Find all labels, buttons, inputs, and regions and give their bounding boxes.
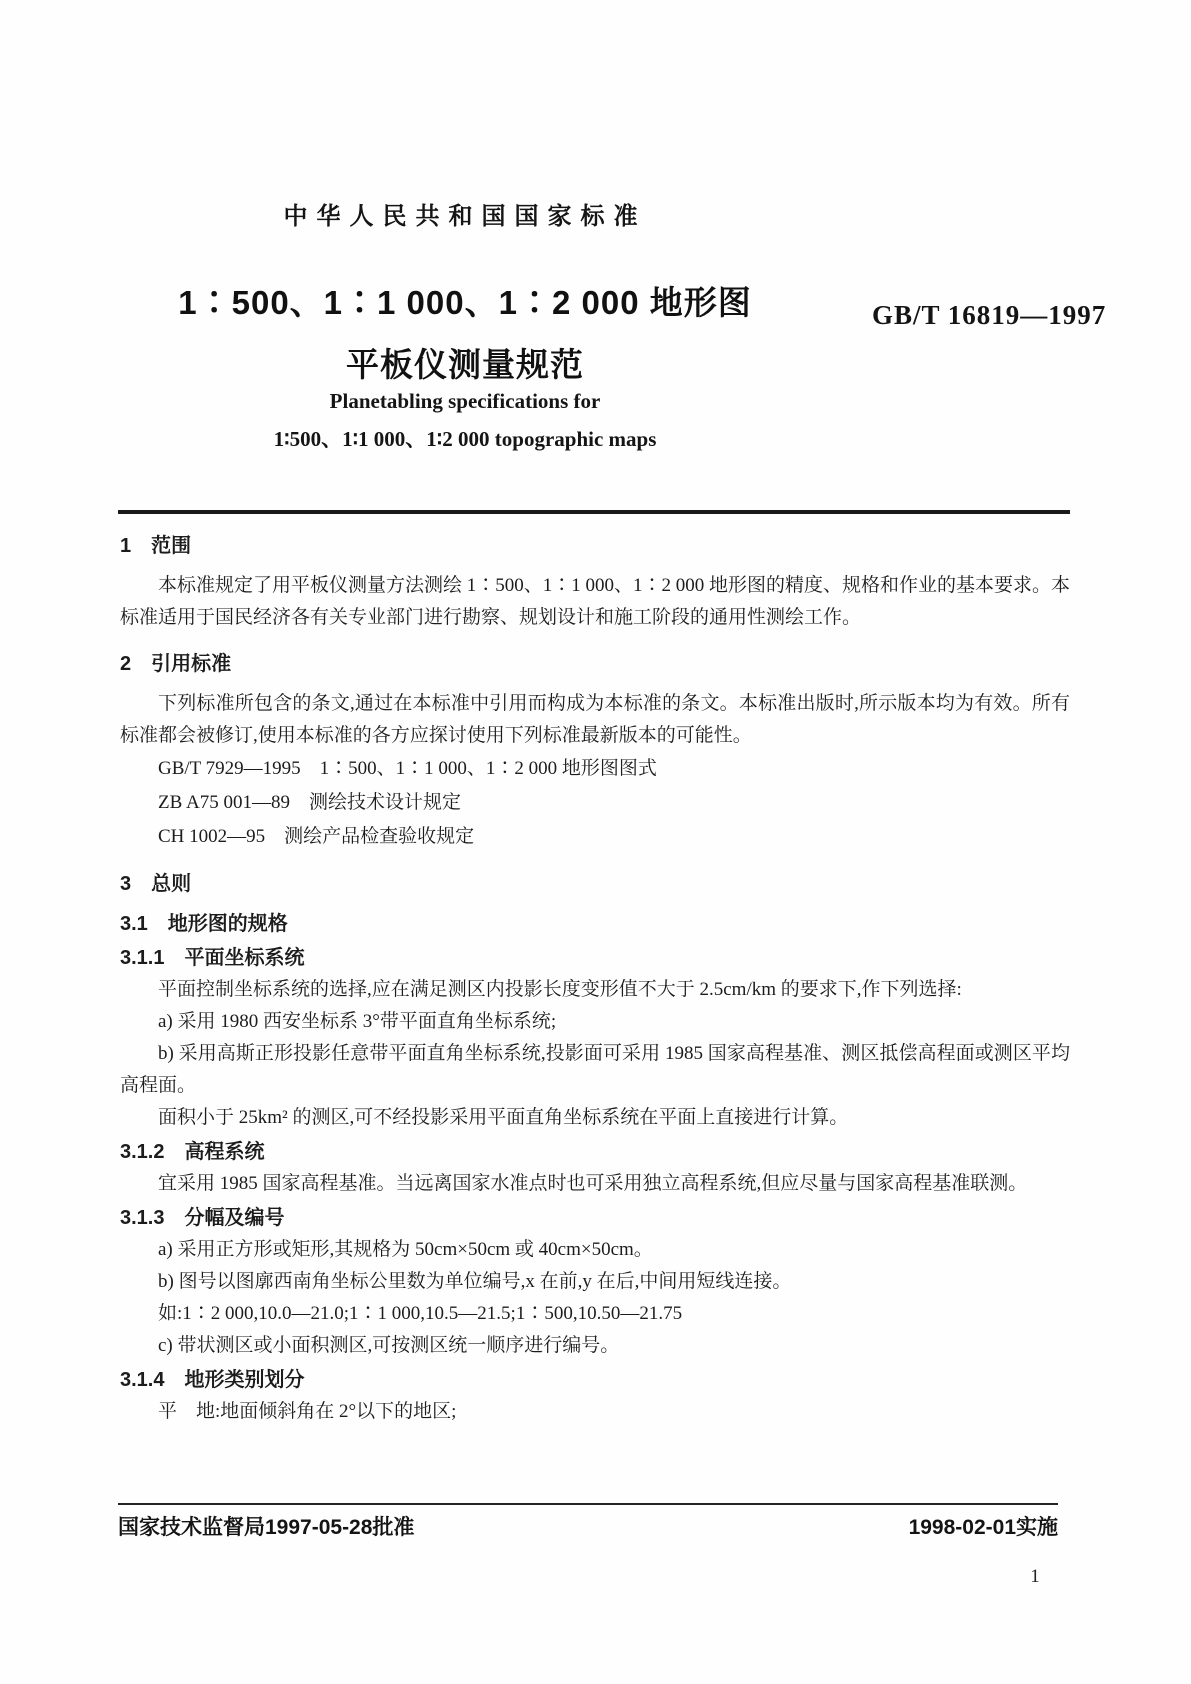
section-3-1-2-paragraph: 宜采用 1985 国家高程基准。当远离国家水准点时也可采用独立高程系统,但应尽量与国家高程基准联测。: [158, 1173, 1028, 1194]
section-2-heading: 2 引用标准: [120, 653, 232, 675]
footer-divider-rule: [118, 1503, 1058, 1505]
referenced-standard-1: GB/T 7929—1995 1∶500、1∶1 000、1∶2 000 地形图图式: [158, 758, 657, 779]
section-3-1-heading: 3.1 地形图的规格: [120, 913, 288, 935]
page-number: 1: [1030, 1566, 1040, 1587]
section-3-1-3-heading: 3.1.3 分幅及编号: [120, 1207, 285, 1229]
header-divider-rule: [118, 510, 1070, 514]
section-3-1-3-example: 如:1∶2 000,10.0—21.0;1∶1 000,10.5—21.5;1∶500,10.50—21.75: [158, 1303, 683, 1324]
section-2-paragraph: 下列标准所包含的条文,通过在本标准中引用而构成为本标准的条文。本标准出版时,所示版本均为有效。所有标准都会被修订,使用本标准的各方应探讨使用下列标准最新版本的可能性。: [120, 693, 1070, 746]
section-3-1-1-heading: 3.1.1 平面坐标系统: [120, 947, 305, 969]
section-3-1-3-item-a: a) 采用正方形或矩形,其规格为 50cm×50cm 或 40cm×50cm。: [158, 1239, 653, 1260]
document-footer: [118, 1511, 1058, 1541]
document-title-chinese: [120, 272, 810, 396]
section-3-1-4-heading: 3.1.4 地形类别划分: [120, 1369, 305, 1391]
section-3-1-1-item-a: a) 采用 1980 西安坐标系 3°带平面直角坐标系统;: [158, 1011, 557, 1032]
english-title-line-2: 1∶500、1∶1 000、1∶2 000 topographic maps: [273, 427, 657, 451]
implementation-info: 1998-02-01实施: [908, 1516, 1058, 1539]
standard-category-label: 中华人民共和国国家标准: [283, 203, 647, 230]
standard-number: GB/T 16819—1997: [872, 300, 1107, 330]
document-body: [120, 530, 1070, 1428]
referenced-standards-list: [120, 752, 1070, 854]
title-line-1: 1∶500、1∶1 000、1∶2 000 地形图: [178, 284, 752, 321]
section-3-1-1-paragraph: 平面控制坐标系统的选择,应在满足测区内投影长度变形值不大于 2.5cm/km 的要求下,作下列选择:: [158, 979, 962, 1000]
section-3-1-2-heading: 3.1.2 高程系统: [120, 1141, 265, 1163]
section-1-heading: 1 范围: [120, 535, 192, 557]
section-3-1-4-paragraph: 平 地:地面倾斜角在 2°以下的地区;: [158, 1401, 457, 1422]
referenced-standard-3: CH 1002—95 测绘产品检查验收规定: [158, 826, 475, 847]
english-title-line-1: Planetabling specifications for: [329, 389, 601, 413]
section-1-paragraph: 本标准规定了用平板仪测量方法测绘 1∶500、1∶1 000、1∶2 000 地形图的精度、规格和作业的基本要求。本标准适用于国民经济各有关专业部门进行勘察、规划设计和施工阶段的通用性测绘工作。: [120, 575, 1071, 628]
section-3-1-3-item-c: c) 带状测区或小面积测区,可按测区统一顺序进行编号。: [158, 1335, 620, 1356]
document-title-english: [120, 382, 810, 458]
section-3-1-1-item-b: b) 采用高斯正形投影任意带平面直角坐标系统,投影面可采用 1985 国家高程基准、测区抵偿高程面或测区平均高程面。: [120, 1043, 1070, 1096]
section-3-1-3-item-b: b) 图号以图廓西南角坐标公里数为单位编号,x 在前,y 在后,中间用短线连接。: [158, 1271, 792, 1292]
section-3-heading: 3 总则: [120, 873, 192, 895]
section-3-1-1-paragraph-2: 面积小于 25km² 的测区,可不经投影采用平面直角坐标系统在平面上直接进行计算。: [158, 1107, 849, 1128]
title-line-2: 平板仪测量规范: [346, 346, 584, 383]
referenced-standard-2: ZB A75 001—89 测绘技术设计规定: [158, 792, 461, 813]
approval-info: 国家技术监督局1997-05-28批准: [118, 1516, 415, 1539]
